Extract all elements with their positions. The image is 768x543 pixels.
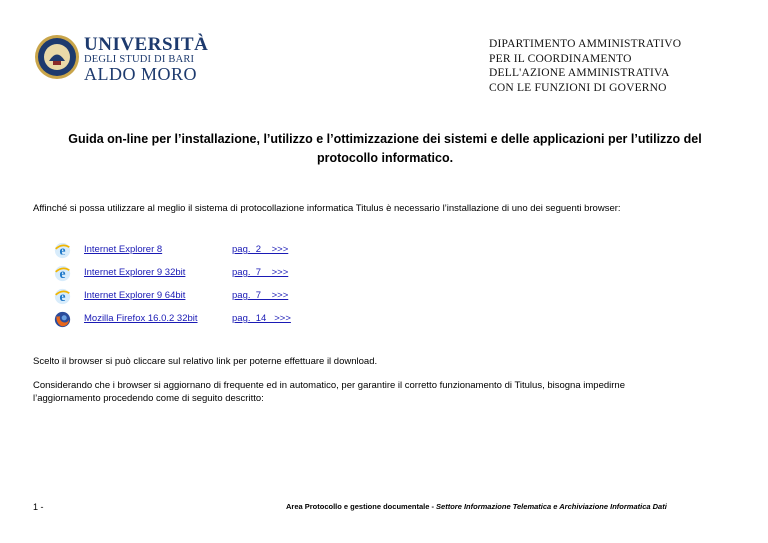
internet-explorer-icon bbox=[54, 288, 71, 305]
department-block bbox=[489, 37, 681, 95]
paragraph-download: Scelto il browser si può cliccare sul relativo link per poterne effettuare il download. bbox=[33, 356, 378, 367]
department-line: DIPARTIMENTO AMMINISTRATIVO bbox=[489, 38, 682, 50]
page-link-firefox[interactable]: pag. 14 >>> bbox=[232, 313, 291, 324]
university-seal-icon bbox=[34, 34, 80, 80]
browser-link-firefox[interactable]: Mozilla Firefox 16.0.2 32bit bbox=[84, 313, 198, 324]
browser-link-ie9-64bit[interactable]: Internet Explorer 9 64bit bbox=[84, 290, 186, 301]
browser-link-ie9-32bit[interactable]: Internet Explorer 9 32bit bbox=[84, 267, 186, 278]
intro-paragraph: Affinché si possa utilizzare al meglio il sistema di protocollazione informatica Titulus è necessario l’installazione di uno dei seguenti browser: bbox=[33, 203, 621, 214]
university-name-line1: UNIVERSITÀ bbox=[84, 34, 209, 55]
internet-explorer-icon bbox=[54, 265, 71, 282]
footer-text bbox=[286, 502, 667, 511]
paragraph-update: Considerando che i browser si aggiornano di frequente ed in automatico, per garantire il corretto funzionamento di Titulus, bisogna impedirne l’aggiornamento procedendo come di seguito descritto: bbox=[33, 380, 625, 404]
university-logo bbox=[34, 34, 274, 84]
svg-text:e: e bbox=[59, 288, 66, 304]
department-line: DELL'AZIONE AMMINISTRATIVA bbox=[489, 67, 670, 79]
department-line: PER IL COORDINAMENTO bbox=[489, 52, 632, 65]
svg-text:e: e bbox=[59, 242, 66, 258]
footer-sector: Settore Informazione Telematica e Archiviazione Informatica Dati bbox=[436, 502, 667, 511]
firefox-icon bbox=[54, 311, 71, 328]
svg-text:e: e bbox=[59, 265, 66, 281]
department-line: CON LE FUNZIONI DI GOVERNO bbox=[489, 81, 667, 94]
browser-link-ie8[interactable]: Internet Explorer 8 bbox=[84, 244, 163, 255]
university-name-line3: ALDO MORO bbox=[84, 64, 198, 84]
internet-explorer-icon bbox=[54, 242, 71, 259]
document-title: Guida on-line per l’installazione, l’utilizzo e l’ottimizzazione dei sistemi e delle applicazioni per l’utilizzo del protocollo informatico. bbox=[68, 132, 702, 165]
university-name-line2: DEGLI STUDI DI BARI bbox=[84, 54, 195, 65]
page-link-ie9-64bit[interactable]: pag. 7 >>> bbox=[232, 290, 289, 301]
footer-area: Area Protocollo e gestione documentale - bbox=[286, 502, 437, 511]
page-link-ie9-32bit[interactable]: pag. 7 >>> bbox=[232, 267, 289, 278]
page-number: 1 - bbox=[33, 502, 44, 512]
page-link-ie8[interactable]: pag. 2 >>> bbox=[232, 244, 289, 255]
